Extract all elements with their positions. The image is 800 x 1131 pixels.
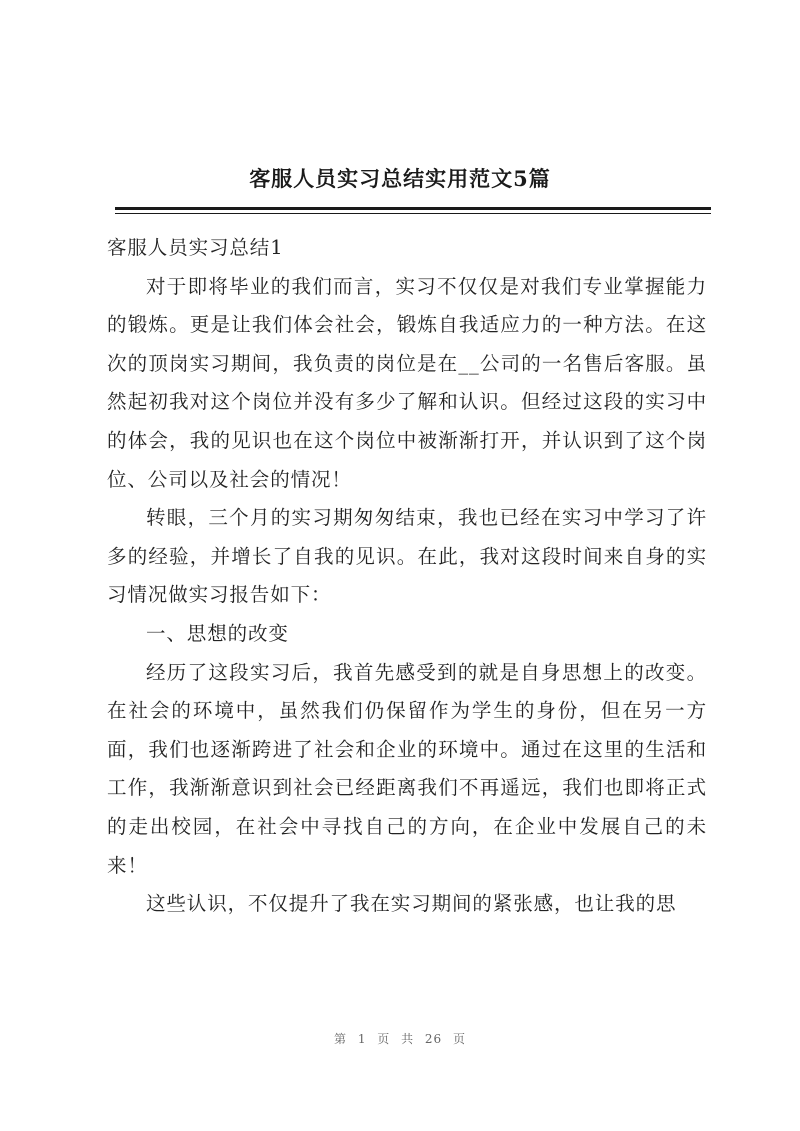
section-heading: 客服人员实习总结1 bbox=[107, 236, 284, 259]
paragraph-4: 这些认识，不仅提升了我在实习期间的紧张感，也让我的思 bbox=[146, 892, 677, 916]
page-number-footer: 第 1 页 共 26 页 bbox=[334, 1032, 466, 1046]
paragraph-1: 对于即将毕业的我们而言，实习不仅仅是对我们专业掌握能力的锻炼。更是让我们体会社会，锻炼自我适应力的一种方法。在这次的顶岗实习期间，我负责的岗位是在__公司的一名售后客服。虽然起初我对这个岗位并没有多少了解和认识。但经过这段的实习中的体会，我的见识也在这个岗位中被渐渐打开，并认识到了这个岗位、公司以及社会的情况！ bbox=[107, 274, 707, 491]
title-underline-thin bbox=[115, 213, 711, 214]
paragraph-3: 经历了这段实习后，我首先感受到的就是自身思想上的改变。在社会的环境中，虽然我们仍保留作为学生的身份，但在另一方面，我们也逐渐跨进了社会和企业的环境中。通过在这里的生活和工作，我渐渐意识到社会已经距离我们不再遥远，我们也即将正式的走出校园，在社会中寻找自己的方向，在企业中发展自己的未来！ bbox=[107, 660, 707, 877]
document-title: 客服人员实习总结实用范文5篇 bbox=[249, 166, 551, 191]
document-body bbox=[107, 229, 707, 924]
title-underline-thick bbox=[115, 207, 711, 210]
subheading-thought-change: 一、思想的改变 bbox=[146, 621, 289, 645]
paragraph-2: 转眼，三个月的实习期匆匆结束，我也已经在实习中学习了许多的经验，并增长了自我的见识。在此，我对这段时间来自身的实习情况做实习报告如下： bbox=[107, 506, 707, 607]
